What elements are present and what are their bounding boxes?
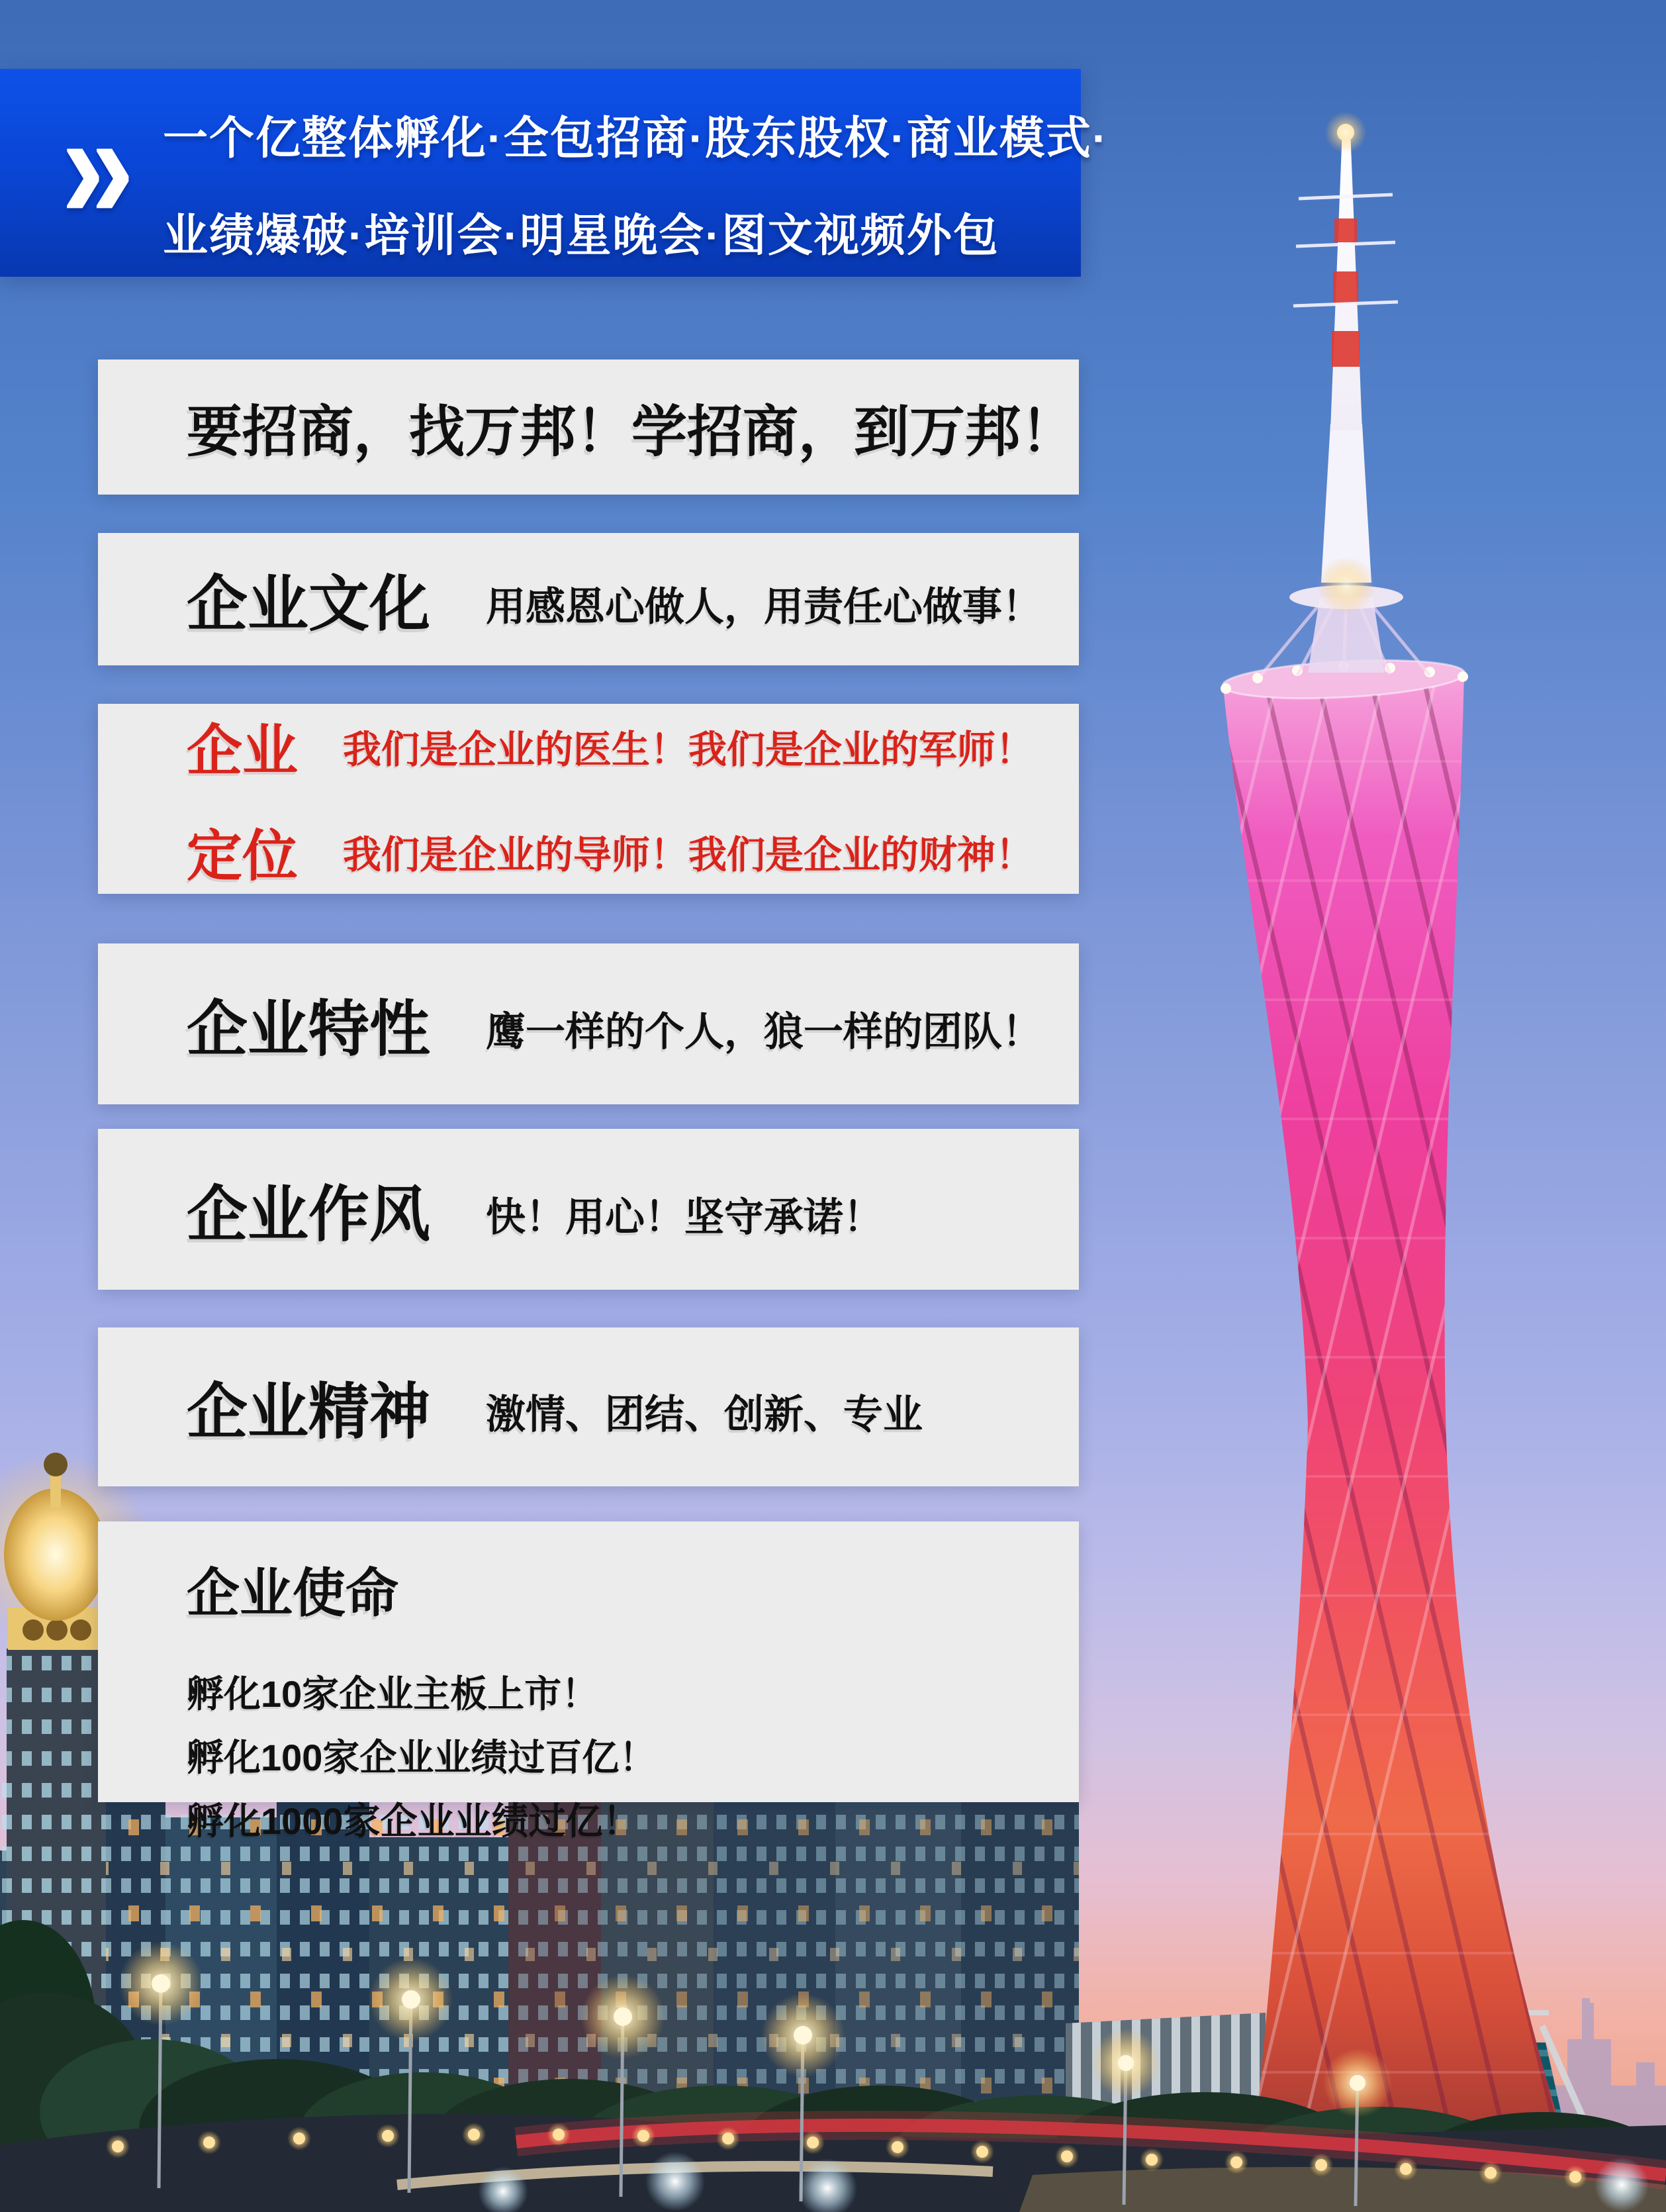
mission-lines <box>187 1662 1052 1853</box>
style-title: 企业作风 <box>187 1180 431 1249</box>
positioning-row-2 <box>187 812 1052 892</box>
traits-title: 企业特性 <box>187 995 431 1063</box>
card-positioning <box>98 704 1079 894</box>
positioning-tagline-2: 我们是企业的导师！我们是企业的财神！ <box>343 834 1035 877</box>
positioning-row-1 <box>187 706 1052 787</box>
traits-tagline: 鹰一样的个人，狼一样的团队！ <box>486 1009 1042 1054</box>
mission-line-2: 孵化100家企业业绩过百亿！ <box>187 1737 657 1778</box>
banner-line-2: 业绩爆破·培训会·明星晚会·图文视频外包 <box>163 211 999 261</box>
spirit-tagline: 激情、团结、创新、专业 <box>486 1392 923 1437</box>
tower-antenna <box>1293 105 1398 624</box>
culture-title: 企业文化 <box>187 571 431 638</box>
card-slogan <box>98 360 1079 495</box>
mission-line-1: 孵化10家企业主板上市！ <box>187 1673 599 1715</box>
slogan-text: 要招商，找万邦！学招商，到万邦！ <box>187 400 1077 463</box>
banner-text <box>163 90 1109 285</box>
spirit-title: 企业精神 <box>187 1378 431 1446</box>
culture-tagline: 用感恩心做人，用责任心做事！ <box>486 585 1042 629</box>
card-traits <box>98 943 1079 1104</box>
positioning-title-line2: 定位 <box>187 824 299 887</box>
card-style <box>98 1129 1079 1290</box>
mission-line-3: 孵化1000家企业业绩过亿！ <box>187 1800 640 1842</box>
card-culture <box>98 533 1079 665</box>
double-chevron-icon: » <box>61 81 135 252</box>
positioning-title-line1: 企业 <box>187 719 299 782</box>
mission-title: 企业使命 <box>187 1564 398 1623</box>
positioning-tagline-1: 我们是企业的医生！我们是企业的军师！ <box>343 728 1035 771</box>
style-tagline: 快！用心！坚守承诺！ <box>486 1194 884 1239</box>
card-mission <box>98 1521 1079 1842</box>
promo-banner <box>0 69 1109 277</box>
card-spirit <box>98 1327 1079 1486</box>
banner-line-1: 一个亿整体孵化·全包招商·股东股权·商业模式· <box>163 113 1109 164</box>
